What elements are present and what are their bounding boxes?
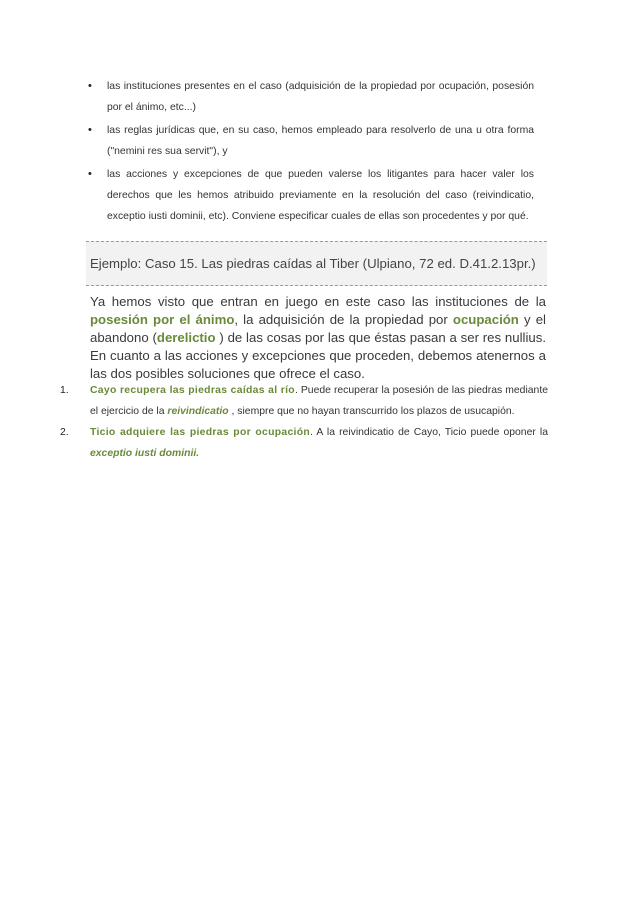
keyword-derelictio: derelictio: [156, 330, 216, 345]
item-number: 2.: [60, 427, 69, 438]
list-item-text: las acciones y excepciones de que pueden valerse los litigantes para hacer valer los derechos que les hemos atribuido previamente en la resolución del caso (reivindicatio, exceptio iusti dominii, etc). Conviene especificar cuales de ellas son procedentes y por qué.: [107, 169, 534, 222]
list-item: [86, 120, 534, 162]
case-paragraph: [90, 293, 546, 383]
example-title: Ejemplo: Caso 15. Las piedras caídas al Tiber (Ulpiano, 72 ed. D.41.2.13pr.): [90, 256, 536, 271]
item-text: , siempre que no hayan transcurrido los plazos de usucapión.: [228, 406, 515, 417]
numbered-list: [60, 380, 548, 464]
list-item: [86, 164, 534, 227]
paragraph-text: , la adquisición de la propiedad por: [234, 312, 453, 327]
example-box: [86, 241, 547, 286]
item-term: exceptio iusti dominii.: [90, 448, 200, 459]
item-lead: Cayo recupera las piedras caídas al río: [90, 385, 295, 396]
keyword-posesion: posesión por el ánimo: [90, 312, 235, 327]
numbered-item: [60, 422, 548, 464]
paragraph-text: Ya hemos visto que entran en juego en este caso las instituciones de la: [90, 294, 546, 309]
item-lead: Ticio adquiere las piedras por ocupación: [90, 427, 311, 438]
bullet-icon: •: [88, 80, 92, 92]
item-number: 1.: [60, 385, 69, 396]
item-text: . A la reivindicatio de Cayo, Ticio puede oponer la: [310, 427, 548, 438]
bullet-icon: •: [88, 124, 92, 136]
keyword-ocupacion: ocupación: [452, 312, 519, 327]
list-item: [86, 76, 534, 118]
list-item-text: las instituciones presentes en el caso (adquisición de la propiedad por ocupación, posesión por el ánimo, etc...): [107, 81, 534, 113]
paragraph-text: ) de las cosas por las que éstas pasan a ser res nullius. En cuanto a las acciones y excepciones que proceden, debemos atenernos a las dos posibles soluciones que ofrece el caso.: [90, 330, 546, 381]
list-item-text: las reglas jurídicas que, en su caso, hemos empleado para resolverlo de una u otra forma ("nemini res sua servit"), y: [107, 125, 534, 157]
item-text: . Puede recuperar la posesión de las piedras mediante el ejercicio de la: [90, 385, 548, 417]
bullet-list: [86, 76, 534, 229]
paragraph-text: y el abandono (: [90, 312, 546, 345]
numbered-item: [60, 380, 548, 422]
bullet-icon: •: [88, 168, 92, 180]
item-term: reivindicatio: [167, 406, 229, 417]
